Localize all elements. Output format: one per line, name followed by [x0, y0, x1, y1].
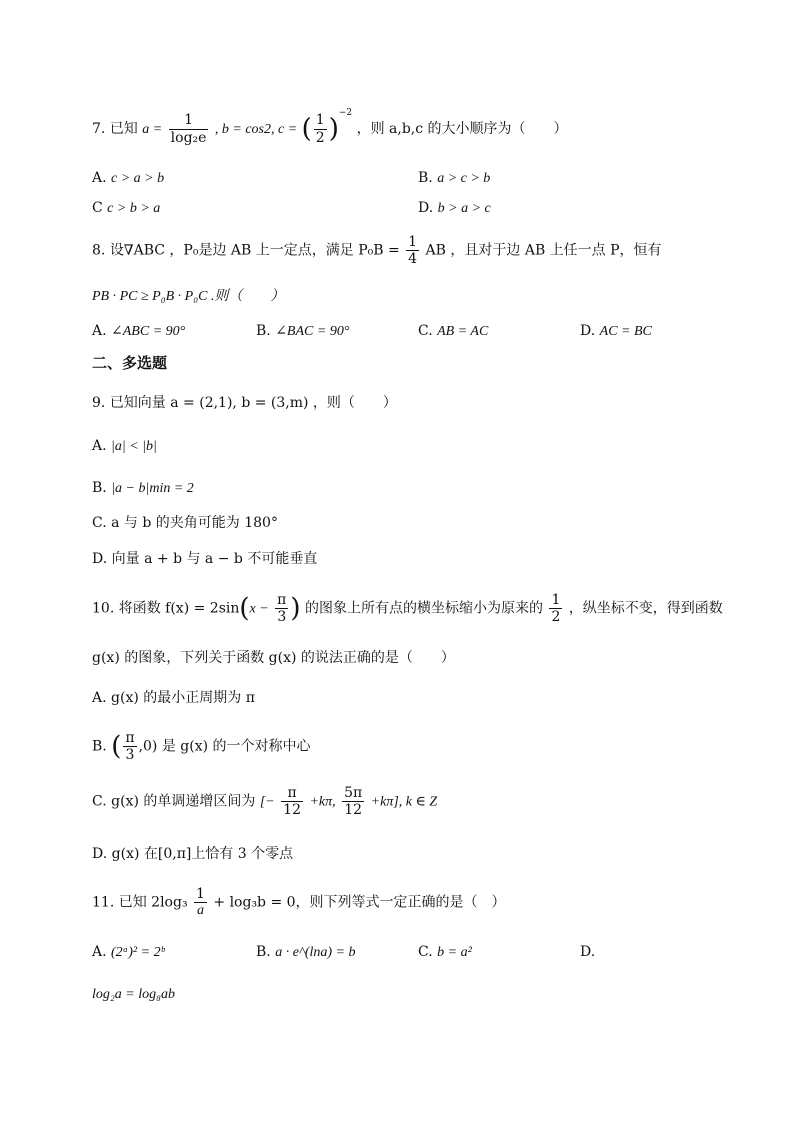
q7-suffix: ，则 a,b,c 的大小顺序为（ ）: [356, 121, 568, 137]
q7-option-d[interactable]: [418, 200, 491, 218]
q8-option-b-label: B.: [256, 323, 271, 339]
q8-option-a-text: ∠ABC = 90°: [111, 324, 186, 339]
q9-option-c-label: C.: [92, 515, 107, 531]
q7-exponent: −2: [338, 108, 353, 118]
q10-option-b-fraction: [123, 730, 136, 763]
q10-option-c[interactable]: [92, 785, 437, 818]
q11-option-b-text: a · e^(lna) = b: [275, 945, 356, 960]
q8-option-a-label: A.: [92, 323, 107, 339]
q10-stem-line2: [92, 650, 455, 667]
q10-option-a-label: A.: [92, 690, 107, 706]
q10-stem-line1: [92, 592, 723, 625]
q10-option-b-label: B.: [92, 738, 107, 755]
q9-option-d[interactable]: [92, 551, 317, 568]
q7-option-a-text: c > a > b: [111, 171, 165, 186]
q8-line1-b: AB ，且对于边 AB 上任一点 P，恒有: [425, 242, 662, 259]
q11-option-c-text: b = a²: [437, 945, 472, 960]
q7-option-c-text: c > b > a: [107, 201, 161, 216]
q9-number: 9.: [92, 395, 106, 411]
q8-line2: PB · PC ≥ P₀B · P₀C .则（ ）: [92, 289, 285, 304]
q9-option-b[interactable]: [92, 480, 194, 498]
q9-option-c-text: a 与 b 的夹角可能为 180°: [111, 515, 278, 531]
q10-option-c-frac2: [342, 785, 364, 818]
q10-post: ，纵坐标不变，得到函数: [568, 600, 723, 617]
q8-option-c-label: C.: [418, 323, 433, 339]
q11-option-c-label: C.: [418, 944, 433, 960]
q10-number: 10.: [92, 600, 115, 617]
q7-prefix: 已知: [109, 121, 138, 137]
q10-option-b-tail: 是 g(x) 的一个对称中心: [161, 738, 311, 755]
q8-option-b-text: ∠BAC = 90°: [275, 324, 350, 339]
q8-stem-line2: [92, 288, 284, 306]
q11-fraction: [194, 886, 207, 919]
q7-expr-a: a =: [142, 122, 163, 137]
q7-c-den: 2: [315, 129, 325, 146]
q7-c-num: 1: [315, 112, 325, 129]
q10-option-c-n1: π: [281, 785, 303, 802]
q9-option-c[interactable]: [92, 515, 278, 532]
q9-option-a-text: |a| < |b|: [111, 439, 157, 454]
q10-option-c-m1: [−: [259, 794, 275, 810]
q11-frac-den: a: [196, 903, 204, 919]
q11-post: + log₃b = 0，则下列等式一定正确的是（ ）: [213, 894, 506, 911]
q10-option-b-den: 3: [125, 747, 135, 764]
q10-option-c-m3: +kπ], k ∈ Z: [370, 794, 438, 810]
q11-number: 11.: [92, 894, 115, 911]
q8-stem-line1: [92, 234, 662, 267]
q10-pi-den: 3: [277, 609, 287, 626]
q10-option-c-d2: 12: [344, 802, 363, 819]
q8-fraction: [406, 234, 419, 267]
q10-option-c-m2: +kπ,: [309, 794, 336, 810]
q8-option-c-text: AB = AC: [437, 324, 489, 339]
q7-number: 7.: [92, 121, 106, 137]
q8-line1-a: 设∇ABC ，P₀是边 AB 上一定点，满足 P₀B =: [109, 242, 400, 259]
q8-frac-num: 1: [408, 234, 418, 250]
q8-option-a[interactable]: [92, 323, 185, 341]
q7-option-b-text: a > c > b: [437, 171, 491, 186]
q7-fraction-c: [314, 112, 327, 145]
q7-expr-b: , b = cos2, c =: [214, 122, 298, 137]
q9-option-b-text: |a − b|min = 2: [111, 481, 194, 496]
q10-option-c-d1: 12: [283, 802, 301, 819]
q7-frac-num: 1: [169, 112, 209, 129]
q10-mid: 的图象上所有点的横坐标缩小为原来的: [304, 600, 543, 617]
q10-pi-num: π: [277, 592, 287, 608]
q7-stem: 7. 已知 a = $\frac{1}{\text{log₂e}}$ , b = cos2, c = ( $\frac{1}{2}$ )$^{-2}$ ，则 a,b,c 的大小顺序为（ ）: [92, 108, 568, 146]
q11-option-b[interactable]: [256, 944, 355, 962]
q8-option-c[interactable]: [418, 323, 488, 341]
q10-option-b[interactable]: [92, 730, 311, 763]
q10-option-c-pre: g(x) 的单调递增区间为: [111, 793, 256, 810]
q10-option-b-num: π: [125, 730, 135, 746]
q8-option-d-label: D.: [580, 323, 596, 339]
q10-half-num: 1: [551, 592, 561, 608]
q9-option-b-label: B.: [92, 480, 107, 496]
q8-option-d-text: AC = BC: [599, 324, 652, 339]
q10-arg: x −: [249, 601, 269, 617]
q7-fraction-a: [169, 112, 209, 145]
q7-option-b-label: B.: [418, 170, 433, 186]
q11-option-a-text: (2ᵃ)² = 2ᵇ: [111, 945, 165, 960]
q10-half-den: 2: [551, 609, 561, 626]
q8-frac-den: 4: [408, 251, 418, 268]
q10-option-b-post: ,0): [138, 738, 158, 755]
q10-paren-right: ): [290, 593, 301, 624]
q10-option-c-frac1: [281, 785, 303, 818]
q9-stem-text: 已知向量 a = (2,1), b = (3,m) ，则（ ）: [109, 395, 397, 411]
q7-option-d-label: D.: [418, 200, 434, 216]
q7-frac-den: log₂e: [170, 129, 207, 146]
q10-option-a[interactable]: [92, 690, 255, 707]
q10-option-c-n2: 5π: [344, 785, 363, 801]
q11-option-a-label: A.: [92, 944, 107, 960]
q8-number: 8.: [92, 242, 106, 259]
q10-pre: 将函数 f(x) = 2sin: [118, 600, 240, 617]
q7-option-c[interactable]: [92, 200, 160, 218]
q10-half-fraction: [549, 592, 562, 625]
q10-option-d-text: g(x) 在[0,π]上恰有 3 个零点: [111, 846, 294, 862]
q10-option-a-text: g(x) 的最小正周期为 π: [111, 690, 255, 706]
q11-option-b-label: B.: [256, 944, 271, 960]
q7-option-c-label: C: [92, 200, 103, 216]
q8-option-b[interactable]: [256, 323, 349, 341]
q9-stem: [92, 395, 397, 412]
q9-option-d-label: D.: [92, 551, 108, 567]
q10-option-d[interactable]: [92, 846, 293, 863]
q9-option-a-label: A.: [92, 438, 107, 454]
q11-pre: 已知 2log₃: [118, 894, 188, 911]
q11-option-c[interactable]: [418, 944, 472, 962]
q11-option-a[interactable]: [92, 944, 164, 962]
q10-option-b-paren: (: [111, 731, 122, 762]
q7-option-d-text: b > a > c: [437, 201, 491, 216]
q11-frac-num: 1: [196, 886, 205, 902]
q8-option-d[interactable]: [580, 323, 652, 341]
q11-option-d-content: [92, 986, 175, 1004]
q7-option-b[interactable]: [418, 170, 490, 188]
q10-pi-fraction: [275, 592, 288, 625]
q10-line2: g(x) 的图象，下列关于函数 g(x) 的说法正确的是（ ）: [92, 650, 455, 666]
q10-option-c-label: C.: [92, 793, 107, 810]
q9-option-a[interactable]: [92, 438, 157, 456]
section-heading-multiple-choice: 二、多选题: [92, 354, 168, 372]
q11-last-line: log₂a = log₈ab: [92, 987, 175, 1002]
q11-option-d-label: D.: [580, 944, 596, 960]
q11-option-d[interactable]: [580, 944, 595, 962]
q7-option-a[interactable]: [92, 170, 164, 188]
q10-paren-left: (: [239, 593, 250, 624]
q10-option-d-label: D.: [92, 846, 108, 862]
q7-option-a-label: A.: [92, 170, 107, 186]
q11-stem: [92, 886, 506, 919]
q9-option-d-text: 向量 a + b 与 a − b 不可能垂直: [111, 551, 318, 567]
